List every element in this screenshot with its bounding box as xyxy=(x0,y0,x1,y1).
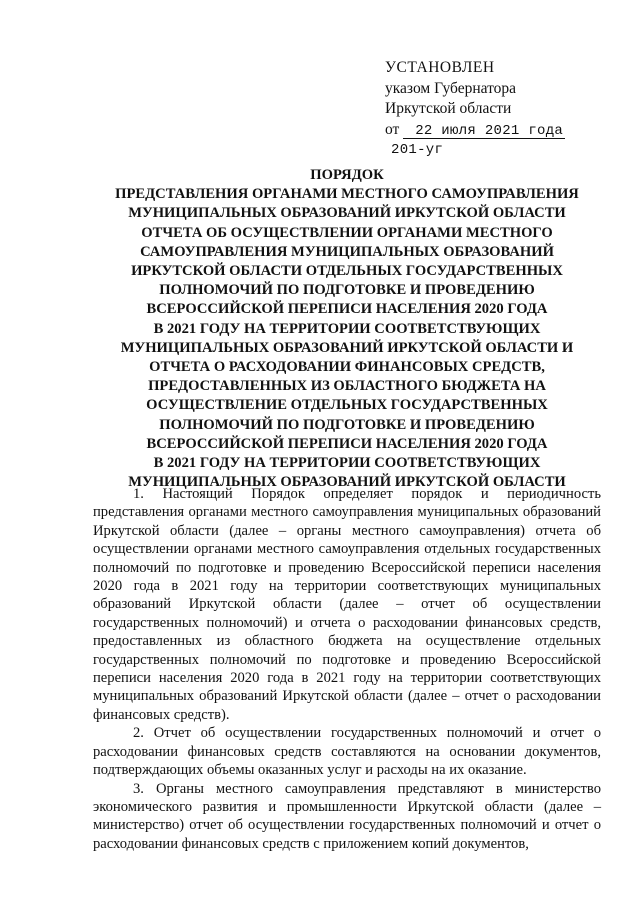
title-line: МУНИЦИПАЛЬНЫХ ОБРАЗОВАНИЙ ИРКУТСКОЙ ОБЛАСТИ xyxy=(128,474,566,491)
document-body xyxy=(93,485,601,853)
approval-stamp xyxy=(385,58,565,161)
title-line: ИРКУТСКОЙ ОБЛАСТИ ОТДЕЛЬНЫХ ГОСУДАРСТВЕННЫХ xyxy=(131,263,563,280)
paragraph-3: 3. Органы местного самоуправления представляют в министерство экономического развития и промышленности Иркутской области (далее – министерство) отчет об осуществлении государственных полномочий и отчет о расходовании финансовых средств с приложением копий документов, xyxy=(93,780,601,852)
document-title xyxy=(92,166,602,492)
title-line: ОСУЩЕСТВЛЕНИЕ ОТДЕЛЬНЫХ ГОСУДАРСТВЕННЫХ xyxy=(146,397,548,414)
paragraph-2: 2. Отчет об осуществлении государственных полномочий и отчет о расходовании финансовых средств составляются на основании документов, подтверждающих объемы оказанных услуг и расходы на их оказание. xyxy=(93,725,601,779)
title-line: ПОРЯДОК xyxy=(310,167,384,183)
title-line: В 2021 ГОДУ НА ТЕРРИТОРИИ СООТВЕТСТВУЮЩИХ xyxy=(153,455,541,472)
title-line: ПОЛНОМОЧИЙ ПО ПОДГОТОВКЕ И ПРОВЕДЕНИЮ xyxy=(159,282,535,299)
stamp-date: 22 июля 2021 года xyxy=(403,124,565,139)
stamp-number: 201-уг xyxy=(391,142,444,158)
title-line: МУНИЦИПАЛЬНЫХ ОБРАЗОВАНИЙ ИРКУТСКОЙ ОБЛАСТИ xyxy=(128,205,566,222)
title-line: ПРЕДОСТАВЛЕННЫХ ИЗ ОБЛАСТНОГО БЮДЖЕТА НА xyxy=(148,378,546,395)
title-line: ОТЧЕТА ОБ ОСУЩЕСТВЛЕНИИ ОРГАНАМИ МЕСТНОГО xyxy=(141,224,553,241)
title-line: ОТЧЕТА О РАСХОДОВАНИИ ФИНАНСОВЫХ СРЕДСТВ, xyxy=(149,359,545,376)
title-line: САМОУПРАВЛЕНИЯ МУНИЦИПАЛЬНЫХ ОБРАЗОВАНИЙ xyxy=(140,243,554,260)
stamp-line-region: Иркутской области xyxy=(385,100,512,117)
stamp-date-prefix: от xyxy=(385,120,400,138)
title-line: ВСЕРОССИЙСКОЙ ПЕРЕПИСИ НАСЕЛЕНИЯ 2020 ГОДА xyxy=(146,435,548,452)
paragraph-1: 1. Настоящий Порядок определяет порядок и периодичность представления органами местного самоуправления муниципальных образований Иркутской области (далее – органы местного самоуправления) отчета об осуществлении органами местного самоуправления отдельных государственных полномочий по подготовке и проведению Всероссийской переписи населения 2020 года в 2021 году на территории соответствующих муниципальных образований Иркутской области (далее – отчет об осуществлении государственных полномочий) и отчета о расходовании финансовых средств, предоставленных из областного бюджета на осуществление отдельных государственных полномочий по подготовке и проведению Всероссийской переписи населения 2020 года в 2021 году на территории соответствующих муниципальных образований Иркутской области (далее – отчет о расходовании финансовых средств). xyxy=(93,486,601,723)
stamp-heading: УСТАНОВЛЕН xyxy=(385,59,495,76)
title-line: ПРЕДСТАВЛЕНИЯ ОРГАНАМИ МЕСТНОГО САМОУПРАВЛЕНИЯ xyxy=(115,186,579,203)
stamp-line-decree: указом Губернатора xyxy=(385,79,517,97)
title-line: МУНИЦИПАЛЬНЫХ ОБРАЗОВАНИЙ ИРКУТСКОЙ ОБЛАСТИ И xyxy=(120,339,574,356)
title-line: В 2021 ГОДУ НА ТЕРРИТОРИИ СООТВЕТСТВУЮЩИХ xyxy=(153,320,541,337)
stamp-date-line xyxy=(385,120,565,141)
title-line: ПОЛНОМОЧИЙ ПО ПОДГОТОВКЕ И ПРОВЕДЕНИЮ xyxy=(159,416,535,433)
title-line: ВСЕРОССИЙСКОЙ ПЕРЕПИСИ НАСЕЛЕНИЯ 2020 ГОДА xyxy=(146,301,548,318)
